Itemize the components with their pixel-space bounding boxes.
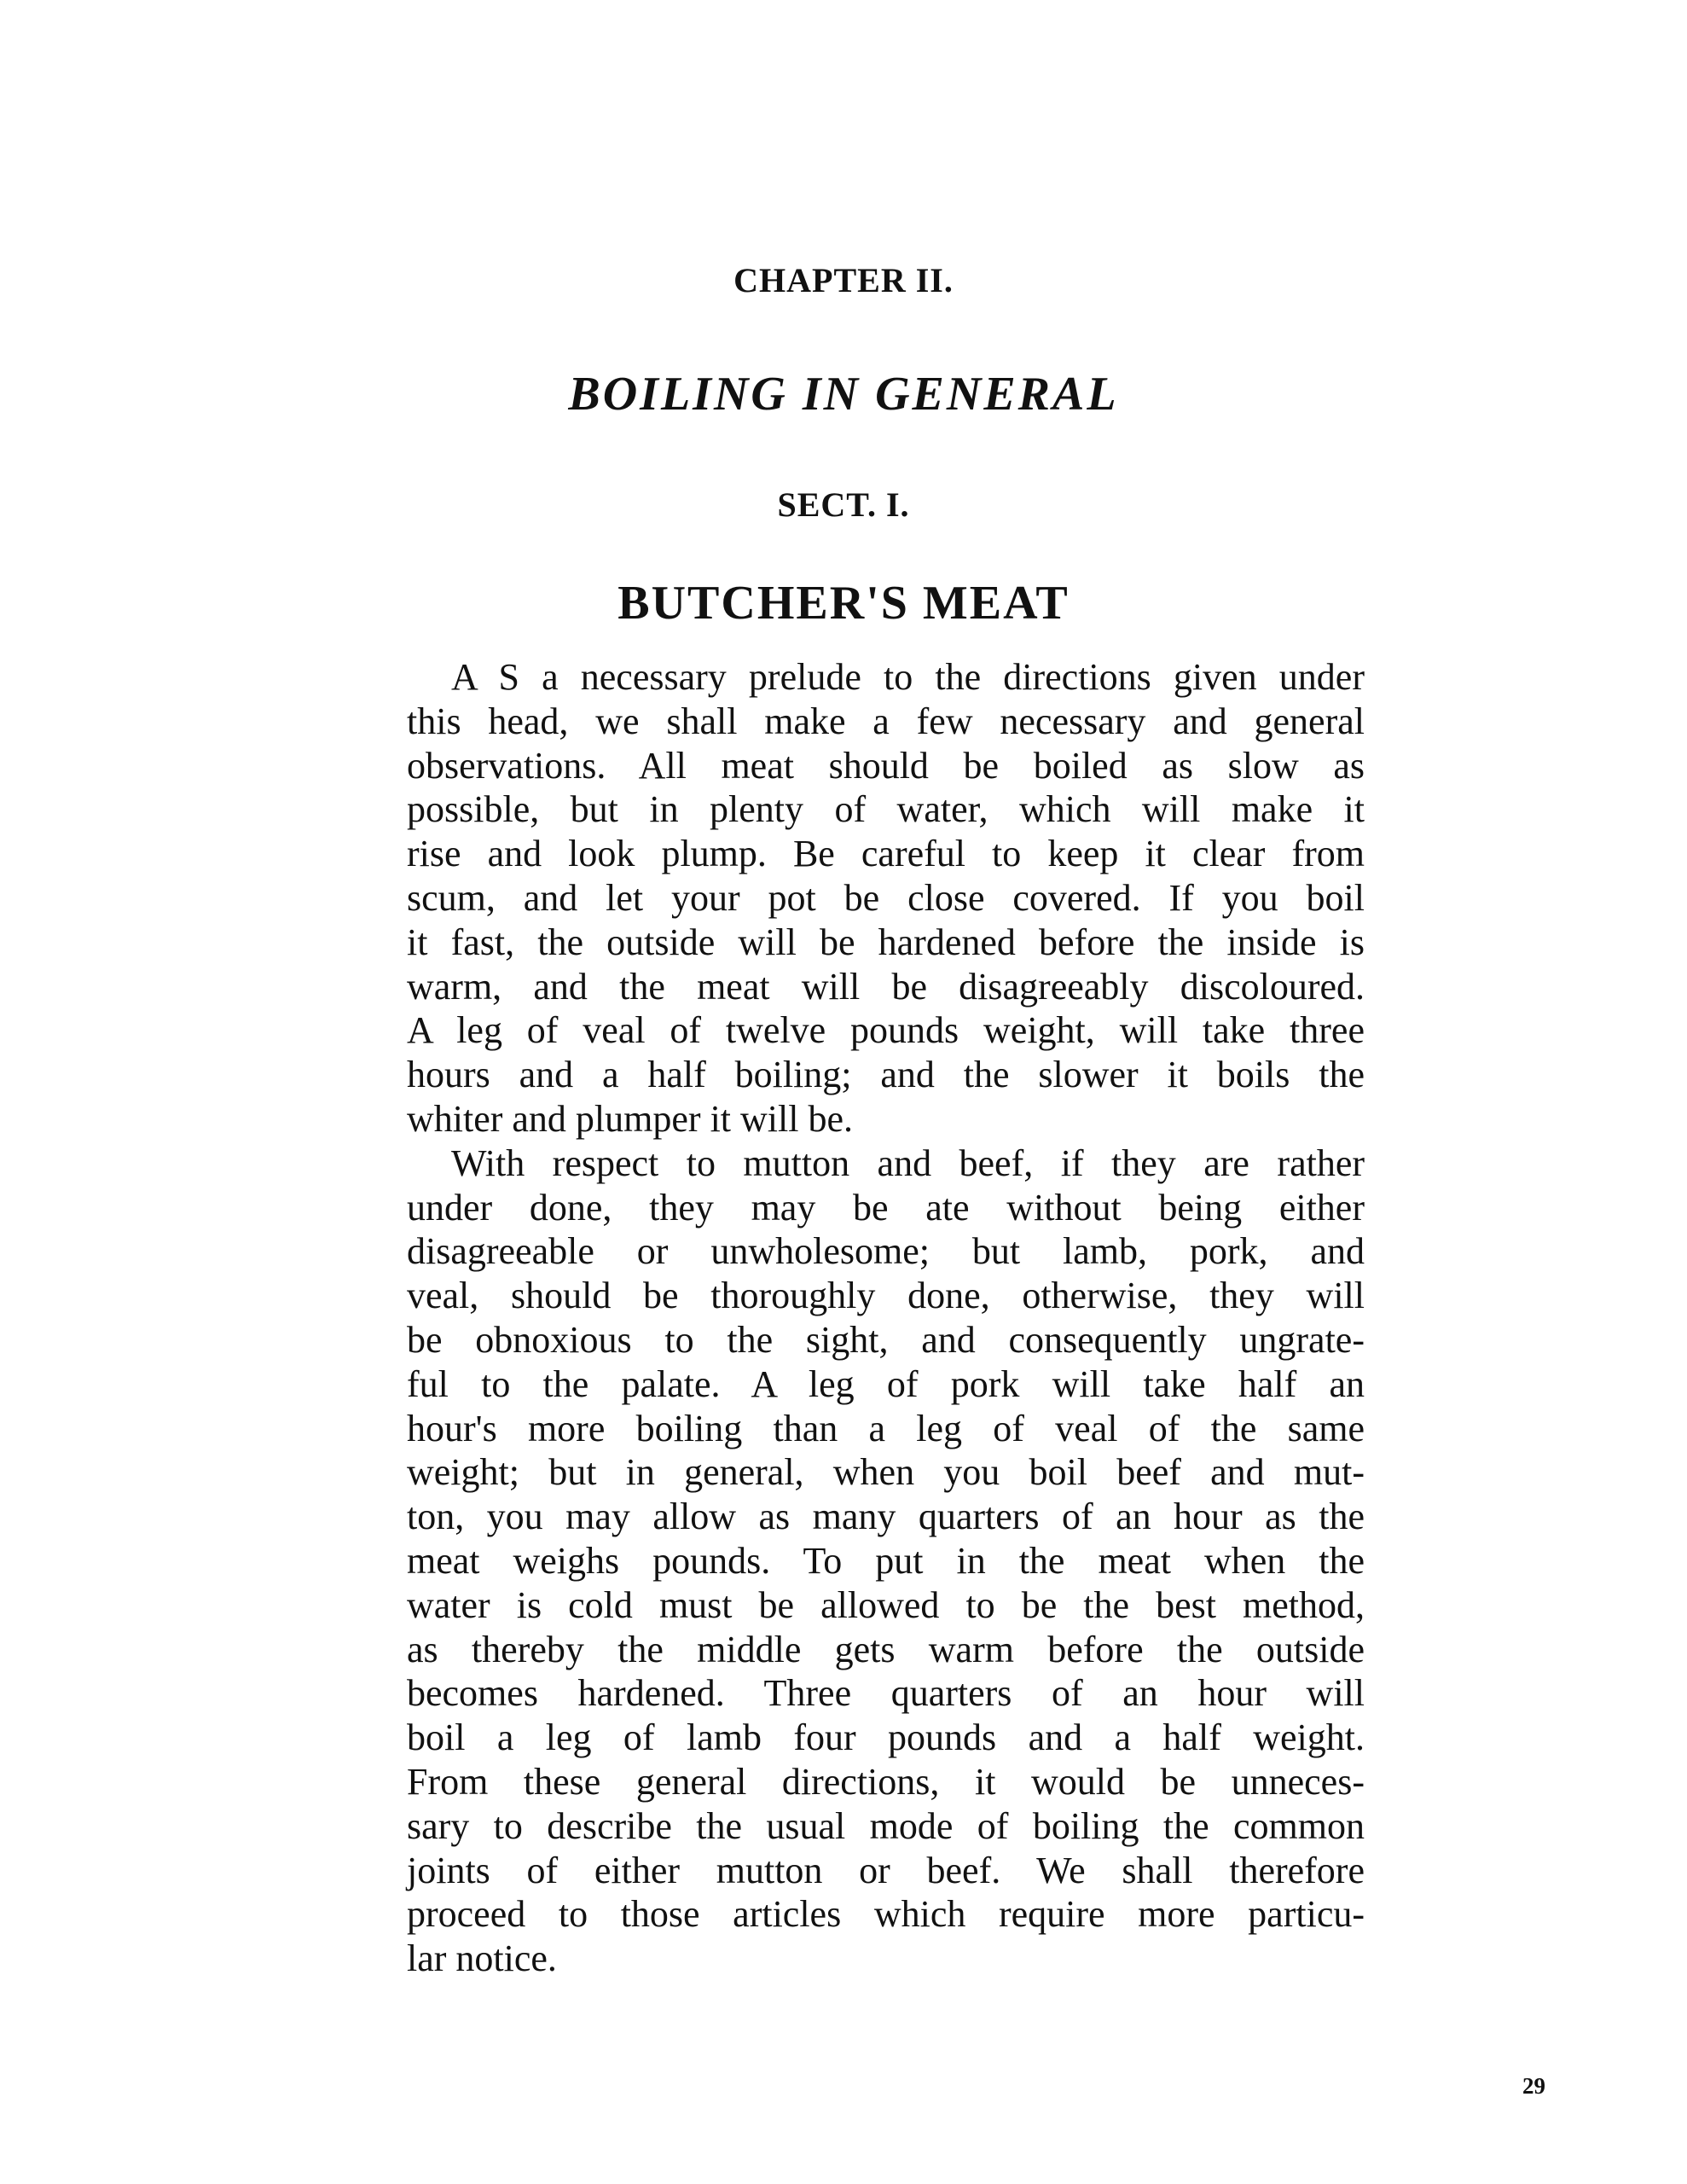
text-line: veal, should be thoroughly done, otherwise, they will xyxy=(407,1275,1365,1317)
text-line: hours and a half boiling; and the slower it boils the xyxy=(407,1054,1365,1096)
text-line: lar notice. xyxy=(407,1937,557,1980)
text-line: sary to describe the usual mode of boiling the common xyxy=(407,1804,1365,1847)
text-line: water is cold must be allowed to be the best method, xyxy=(407,1583,1365,1626)
text-line: proceed to those articles which require more particu- xyxy=(407,1893,1365,1936)
text-line: as thereby the middle gets warm before the outside xyxy=(407,1628,1365,1670)
text-line: From these general directions, it would be unneces- xyxy=(407,1760,1365,1803)
text-line: under done, they may be ate without being either xyxy=(407,1186,1365,1228)
body-text xyxy=(407,655,1365,1981)
text-line: it fast, the outside will be hardened before the inside is xyxy=(407,921,1365,963)
text-line: warm, and the meat will be disagreeably discoloured. xyxy=(407,965,1365,1008)
text-line: boil a leg of lamb four pounds and a half weight. xyxy=(407,1716,1365,1759)
text-line: ful to the palate. A leg of pork will take half an xyxy=(407,1362,1365,1405)
text-line: ton, you may allow as many quarters of an hour as the xyxy=(407,1496,1365,1538)
text-line: hour's more boiling than a leg of veal of the same xyxy=(407,1407,1365,1449)
section-heading: BUTCHER'S MEAT xyxy=(617,577,1070,630)
text-line: joints of either mutton or beef. We shall therefore xyxy=(407,1849,1365,1891)
text-line: this head, we shall make a few necessary and general xyxy=(407,700,1365,742)
text-line: whiter and plumper it will be. xyxy=(407,1097,853,1140)
text-line: disagreeable or unwholesome; but lamb, pork, and xyxy=(407,1230,1365,1273)
text-line: A S a necessary prelude to the directions given under xyxy=(451,656,1365,698)
text-line: weight; but in general, when you boil beef and mut- xyxy=(407,1451,1365,1494)
text-line: scum, and let your pot be close covered. If you boil xyxy=(407,876,1365,919)
text-line: rise and look plump. Be careful to keep it clear from xyxy=(407,833,1365,875)
text-line: observations. All meat should be boiled as slow as xyxy=(407,744,1365,787)
text-line: A leg of veal of twelve pounds weight, will take three xyxy=(407,1009,1365,1052)
text-line: meat weighs pounds. To put in the meat when the xyxy=(407,1539,1365,1582)
chapter-title: CHAPTER II. xyxy=(733,261,954,299)
section-number: SECT. I. xyxy=(777,485,910,524)
text-line: becomes hardened. Three quarters of an hour will xyxy=(407,1672,1365,1715)
text-line: be obnoxious to the sight, and consequently ungrate- xyxy=(407,1318,1365,1361)
chapter-heading: BOILING IN GENERAL xyxy=(568,368,1119,421)
text-line: With respect to mutton and beef, if they are rather xyxy=(451,1141,1365,1184)
page-number: 29 xyxy=(1522,2073,1545,2099)
text-line: possible, but in plenty of water, which will make it xyxy=(407,788,1365,831)
